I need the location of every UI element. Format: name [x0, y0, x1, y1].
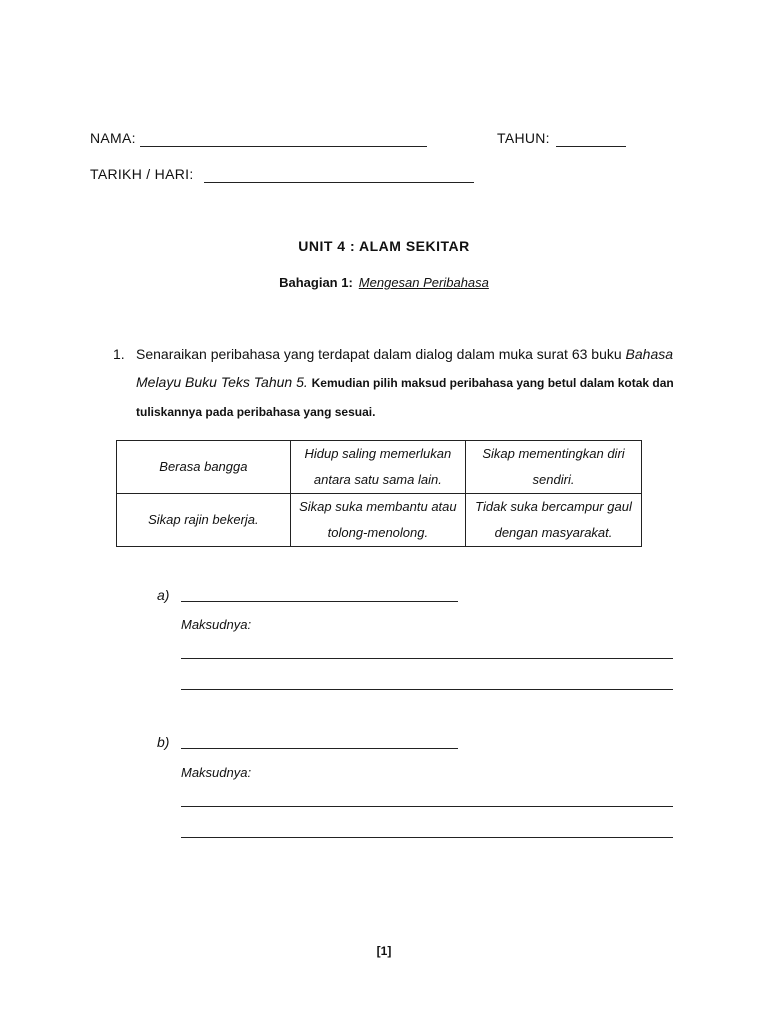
answer-a-maksud-label: Maksudnya:: [181, 617, 252, 632]
answer-b-maksud-label: Maksudnya:: [181, 765, 252, 780]
option-cell: Sikap rajin bekerja.: [117, 494, 291, 547]
answer-a-field[interactable]: [181, 601, 458, 602]
nama-label: NAMA:: [90, 130, 136, 146]
answer-a-meaning-line-2[interactable]: [181, 689, 673, 690]
section-name: Mengesan Peribahasa: [358, 275, 489, 290]
option-cell: Tidak suka bercampur gaul dengan masyarakat.: [465, 494, 641, 547]
table-row: [117, 441, 642, 494]
question-text-part3: tuliskannya pada peribahasa yang sesuai.: [136, 405, 376, 419]
options-table: [116, 440, 642, 547]
tarikh-label: TARIKH / HARI:: [90, 166, 194, 182]
question-text-part2: Kemudian pilih maksud peribahasa yang betul dalam kotak dan: [311, 376, 674, 390]
nama-field[interactable]: [140, 146, 427, 147]
book-title-b: Melayu Buku Teks Tahun 5.: [136, 374, 308, 390]
page-number: [1]: [376, 944, 392, 958]
tahun-label: TAHUN:: [497, 130, 550, 146]
answer-b-field[interactable]: [181, 748, 458, 749]
question-text: [136, 340, 676, 426]
question-number: 1.: [113, 346, 125, 362]
book-title-a: Bahasa: [625, 346, 674, 362]
answer-b-meaning-line-2[interactable]: [181, 837, 673, 838]
tahun-field[interactable]: [556, 146, 626, 147]
option-cell: Hidup saling memerlukan antara satu sama lain.: [290, 441, 465, 494]
unit-title: UNIT 4 : ALAM SEKITAR: [298, 238, 470, 254]
table-row: [117, 494, 642, 547]
tarikh-field[interactable]: [204, 182, 474, 183]
answer-a-meaning-line-1[interactable]: [181, 658, 673, 659]
option-cell: Sikap mementingkan diri sendiri.: [465, 441, 641, 494]
section-title: [0, 275, 768, 290]
option-cell: Sikap suka membantu atau tolong-menolong.: [290, 494, 465, 547]
answer-b-label: b): [157, 734, 170, 750]
option-cell: Berasa bangga: [117, 441, 291, 494]
answer-b-meaning-line-1[interactable]: [181, 806, 673, 807]
question-text-part1: Senaraikan peribahasa yang terdapat dalam dialog dalam muka surat 63 buku: [136, 346, 622, 362]
answer-a-label: a): [157, 587, 170, 603]
section-label: Bahagian 1:: [279, 275, 353, 290]
